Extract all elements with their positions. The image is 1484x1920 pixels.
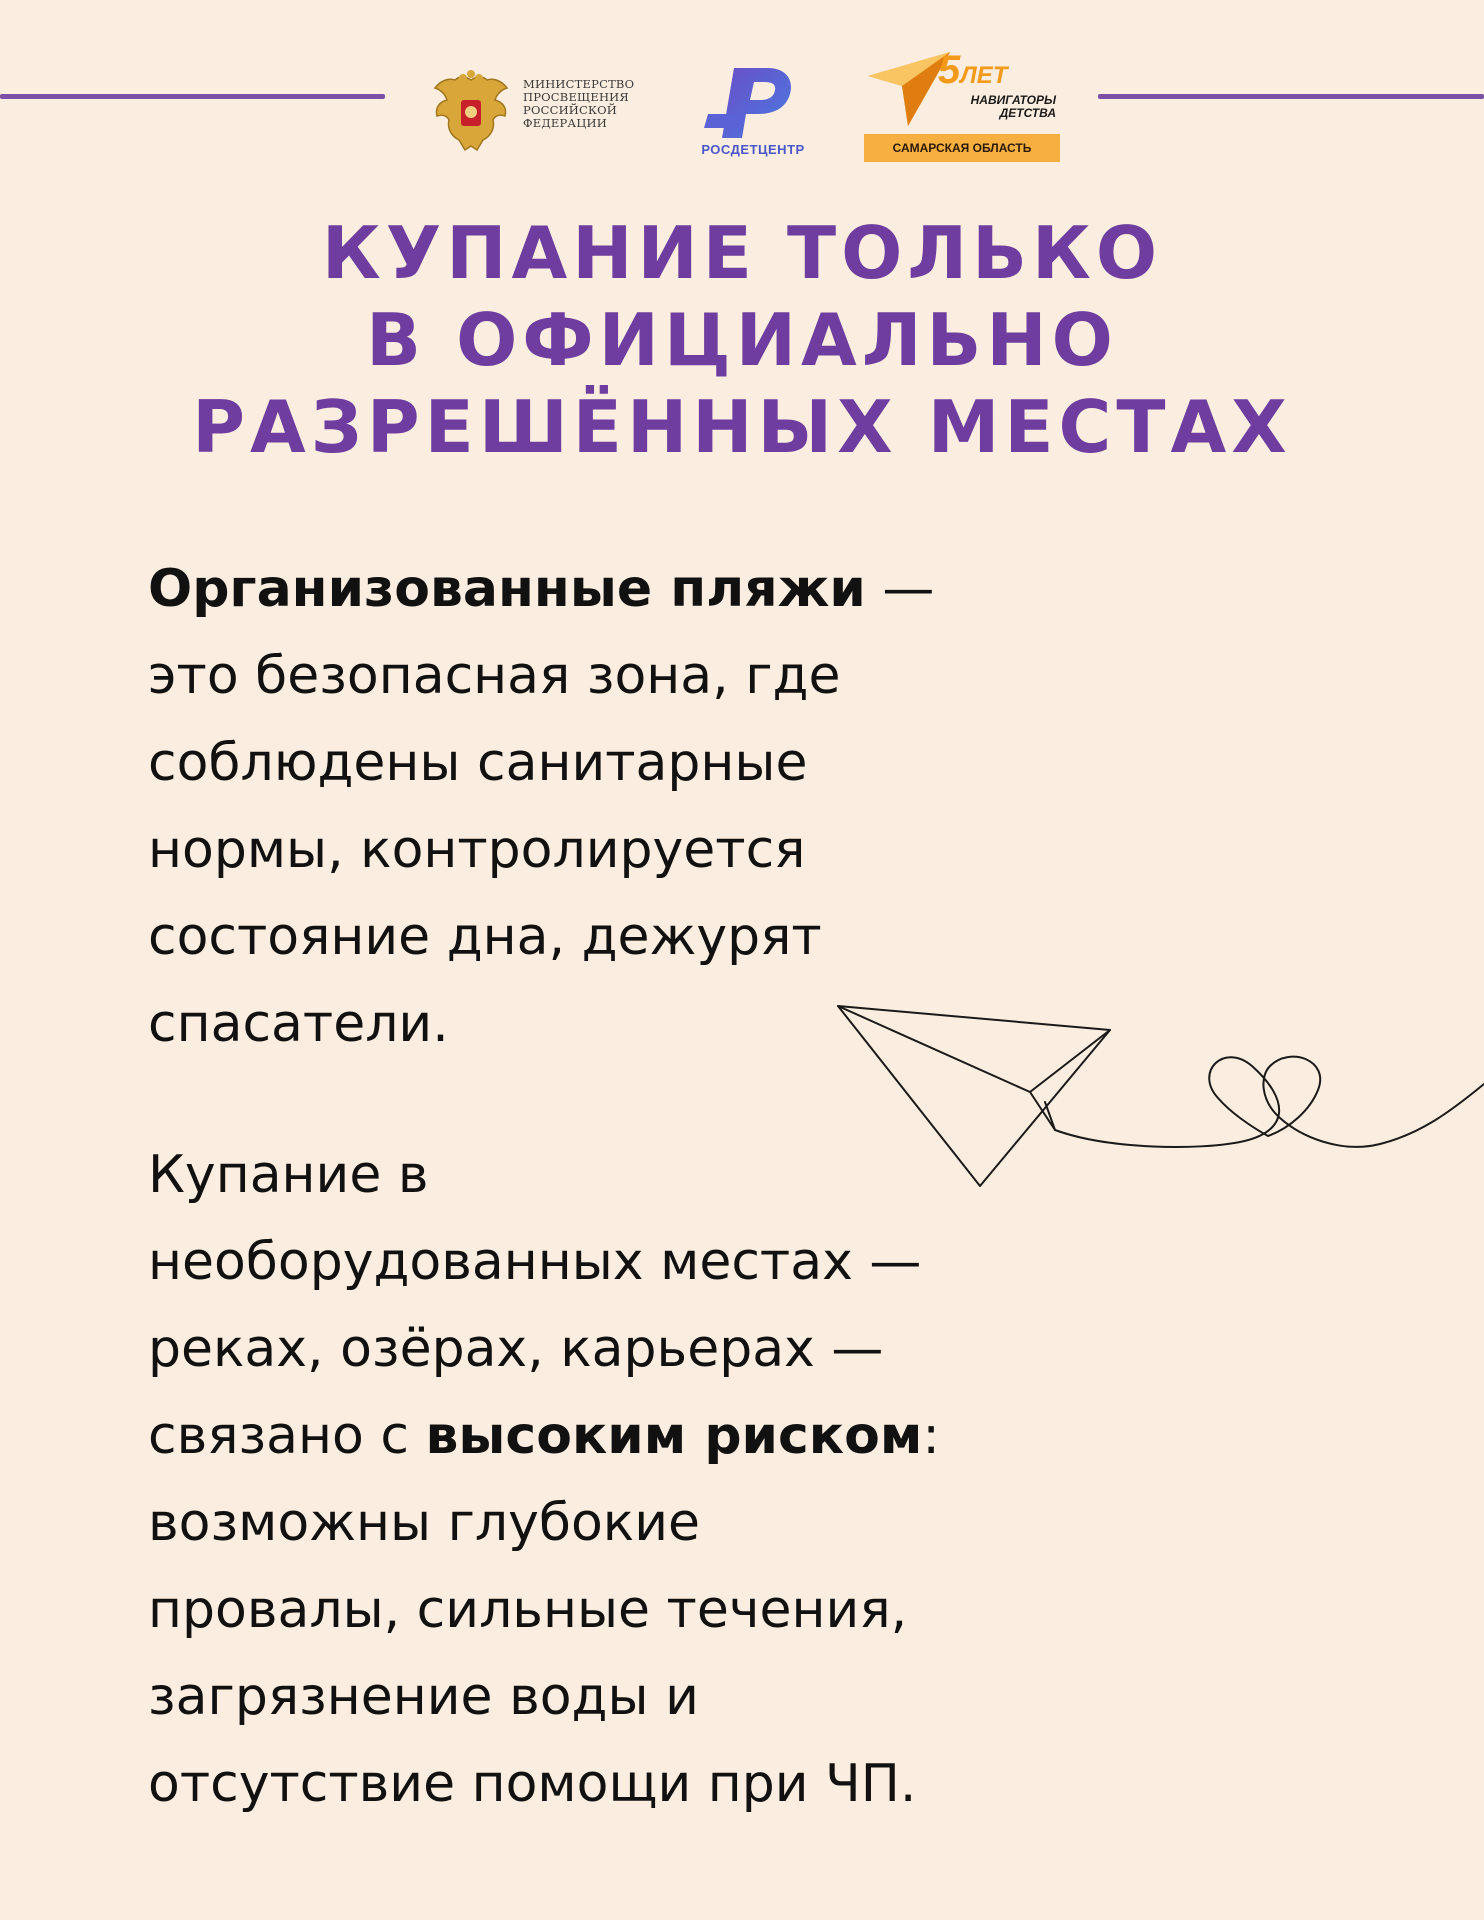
paragraph-line: Организованные пляжи —	[148, 559, 935, 619]
bold-lead: Организованные пляжи	[148, 559, 866, 619]
paragraph-line: это безопасная зона, где	[148, 646, 841, 706]
paragraph-line: возможны глубокие	[148, 1493, 700, 1553]
navigators-name: НАВИГАТОРЫ ДЕТСТВА	[970, 93, 1056, 120]
page-title	[0, 210, 1484, 471]
rosdetcenter-label: РОСДЕТЦЕНТР	[701, 142, 805, 157]
paragraph-unequipped-places	[148, 1132, 1088, 1828]
ministry-logo	[425, 66, 655, 158]
navigators-logo	[862, 48, 1062, 163]
paragraph-line: соблюдены санитарные	[148, 733, 808, 793]
paragraph-line: провалы, сильные течения,	[148, 1580, 908, 1640]
navigators-years: 5ЛЕТ	[938, 48, 1008, 92]
coat-of-arms-icon	[425, 70, 517, 156]
paragraph-line: отсутствие помощи при ЧП.	[148, 1754, 917, 1814]
header-rule-left	[0, 94, 385, 99]
rosdetcenter-logo	[678, 58, 828, 166]
title-line: В ОФИЦИАЛЬНО	[366, 298, 1118, 382]
paragraph-line: связано с высоким риском:	[148, 1406, 940, 1466]
paragraph-line: Купание в	[148, 1145, 429, 1205]
title-line: КУПАНИЕ ТОЛЬКО	[321, 211, 1163, 295]
title-line: РАЗРЕШЁННЫХ МЕСТАХ	[192, 385, 1292, 469]
bold-risk: высоким риском	[425, 1406, 923, 1466]
paragraph-line: загрязнение воды и	[148, 1667, 699, 1727]
paragraph-line: нормы, контролируется	[148, 820, 806, 880]
rosdetcenter-r-icon	[678, 58, 828, 140]
ministry-name: МИНИСТЕРСТВО ПРОСВЕЩЕНИЯ РОССИЙСКОЙ ФЕДЕРАЦИИ	[523, 77, 635, 130]
paragraph-line: необорудованных местах —	[148, 1232, 922, 1292]
header-rule-right	[1098, 94, 1484, 99]
paragraph-line: реках, озёрах, карьерах —	[148, 1319, 884, 1379]
paragraph-line: состояние дна, дежурят	[148, 907, 822, 967]
navigators-region: САМАРСКАЯ ОБЛАСТЬ	[864, 134, 1060, 162]
paragraph-line: спасатели.	[148, 994, 449, 1054]
